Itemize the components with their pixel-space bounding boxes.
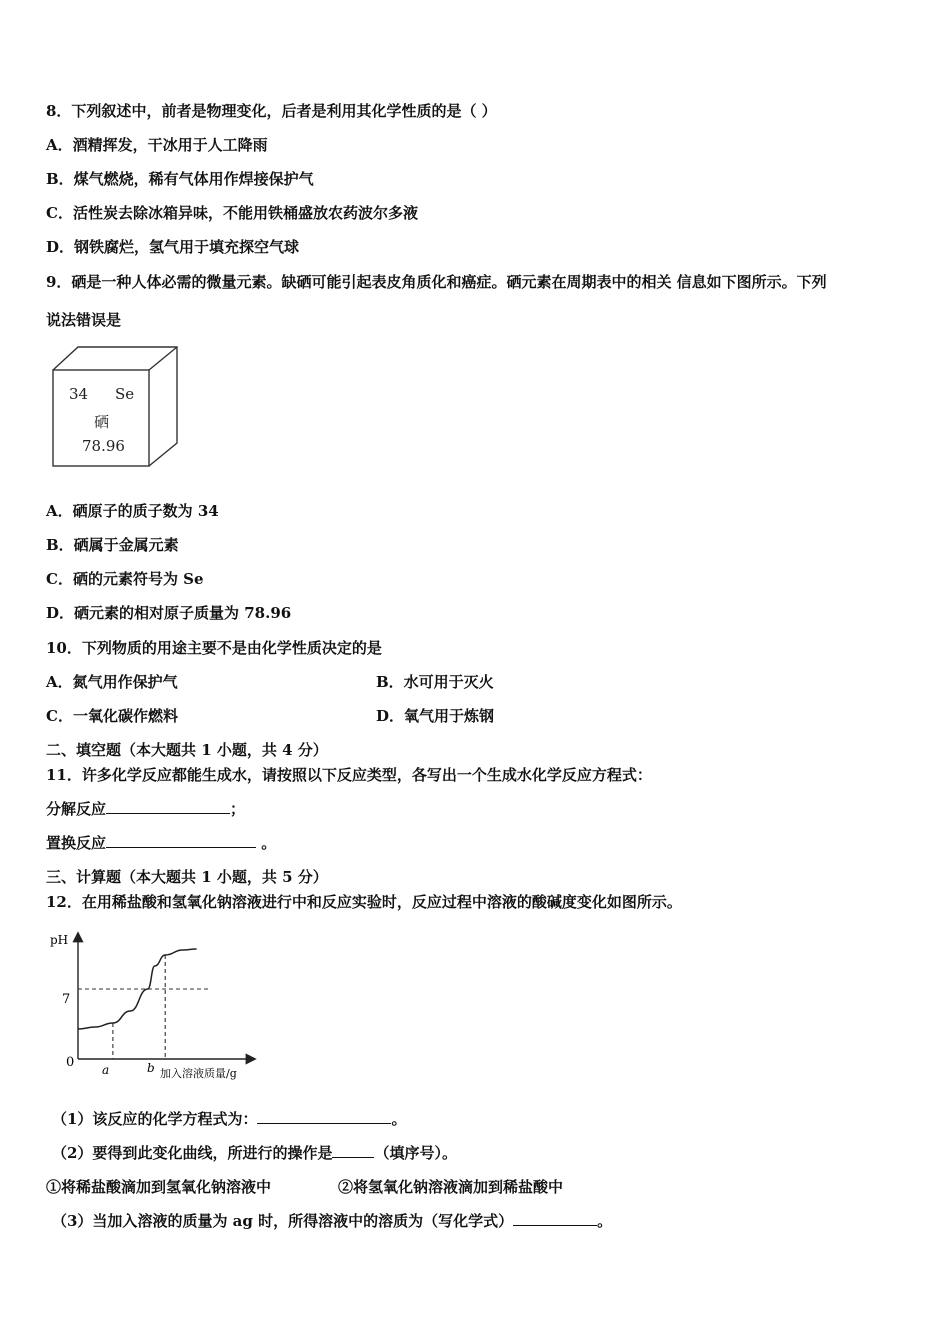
ph-chart — [44, 928, 269, 1083]
q9-stem-line1: 9．硒是一种人体必需的微量元素。缺硒可能引起表皮角质化和癌症。硒元素在周期表中的相关 信息如下图所示。下列 — [46, 273, 827, 291]
q11-item-decomposition — [46, 799, 245, 819]
q12-sub3-end: 。 — [597, 1212, 613, 1230]
q11-item2-label: 置换反应 — [46, 834, 107, 852]
q11-stem: 11．许多化学反应都能生成水，请按照以下反应类型，各写出一个生成水化学反应方程式： — [46, 766, 652, 784]
q8-option-d: D．钢铁腐烂，氢气用于填充探空气球 — [46, 238, 300, 256]
q12-stem: 12．在用稀盐酸和氢氧化钠溶液进行中和反应实验时，反应过程中溶液的酸碱度变化如图所示。 — [46, 893, 682, 911]
element-cube-figure — [50, 345, 180, 470]
q12-sub3-blank[interactable] — [513, 1211, 597, 1226]
q12-sub2-end: （填序号）。 — [374, 1144, 457, 1162]
q9-option-b: B．硒属于金属元素 — [46, 536, 179, 554]
q8-option-c: C．活性炭去除冰箱异味，不能用铁桶盛放农药波尔多液 — [46, 204, 418, 222]
q8-option-a: A．酒精挥发，干冰用于人工降雨 — [46, 136, 268, 154]
element-atomic-mass: 78.96 — [82, 437, 125, 455]
y-tick-7-label: 7 — [62, 992, 71, 1007]
q10-option-b: B．水可用于灭火 — [376, 673, 494, 691]
q11-item1-blank[interactable] — [106, 799, 230, 814]
q10-stem: 10．下列物质的用途主要不是由化学性质决定的是 — [46, 639, 382, 657]
section-2-title: 二、填空题（本大题共 1 小题，共 4 分） — [46, 741, 328, 759]
q9-option-d: D．硒元素的相对原子质量为 78.96 — [46, 604, 292, 622]
q12-sub3 — [52, 1211, 612, 1231]
origin-label: 0 — [66, 1055, 75, 1070]
q8-stem: 8．下列叙述中，前者是物理变化，后者是利用其化学性质的是（ ） — [46, 102, 497, 120]
q11-item1-end: ； — [230, 800, 246, 818]
q12-sub1-blank[interactable] — [257, 1109, 391, 1124]
q12-sub2-blank[interactable] — [332, 1143, 374, 1158]
q9-stem-line2: 说法错误是 — [46, 311, 122, 329]
q10-option-c: C．一氧化碳作燃料 — [46, 707, 178, 725]
q12-sub1 — [52, 1109, 406, 1129]
x-tick-b-label: b — [147, 1061, 155, 1075]
q12-sub2 — [52, 1143, 457, 1163]
q10-option-d: D．氧气用于炼钢 — [376, 707, 495, 725]
q12-choice-1: ①将稀盐酸滴加到氢氧化钠溶液中 — [46, 1178, 272, 1196]
q12-sub2-label: （2）要得到此变化曲线，所进行的操作是 — [52, 1144, 333, 1162]
x-axis-label: 加入溶液质量/g — [160, 1067, 237, 1080]
x-tick-a-label: a — [102, 1063, 110, 1077]
q8-option-b: B．煤气燃烧，稀有气体用作焊接保护气 — [46, 170, 314, 188]
q10-option-a: A．氮气用作保护气 — [46, 673, 178, 691]
element-name: 硒 — [94, 413, 110, 431]
element-symbol: Se — [115, 385, 135, 403]
q9-option-a: A．硒原子的质子数为 34 — [46, 502, 219, 520]
q11-item-displacement — [46, 833, 276, 853]
q12-sub1-end: 。 — [391, 1110, 407, 1128]
q11-item2-blank[interactable] — [106, 833, 256, 848]
ph-chart-svg — [44, 928, 269, 1083]
q9-option-c: C．硒的元素符号为 Se — [46, 570, 204, 588]
q12-sub1-label: （1）该反应的化学方程式为： — [52, 1110, 258, 1128]
element-atomic-number: 34 — [69, 385, 89, 403]
y-axis-label: pH — [50, 933, 69, 947]
q11-item2-end: 。 — [261, 834, 277, 852]
q12-choice-2: ②将氢氧化钠溶液滴加到稀盐酸中 — [338, 1178, 564, 1196]
section-3-title: 三、计算题（本大题共 1 小题，共 5 分） — [46, 868, 328, 886]
q11-item1-label: 分解反应 — [46, 800, 107, 818]
q12-sub3-label: （3）当加入溶液的质量为 ag 时，所得溶液中的溶质为（写化学式） — [52, 1212, 514, 1230]
